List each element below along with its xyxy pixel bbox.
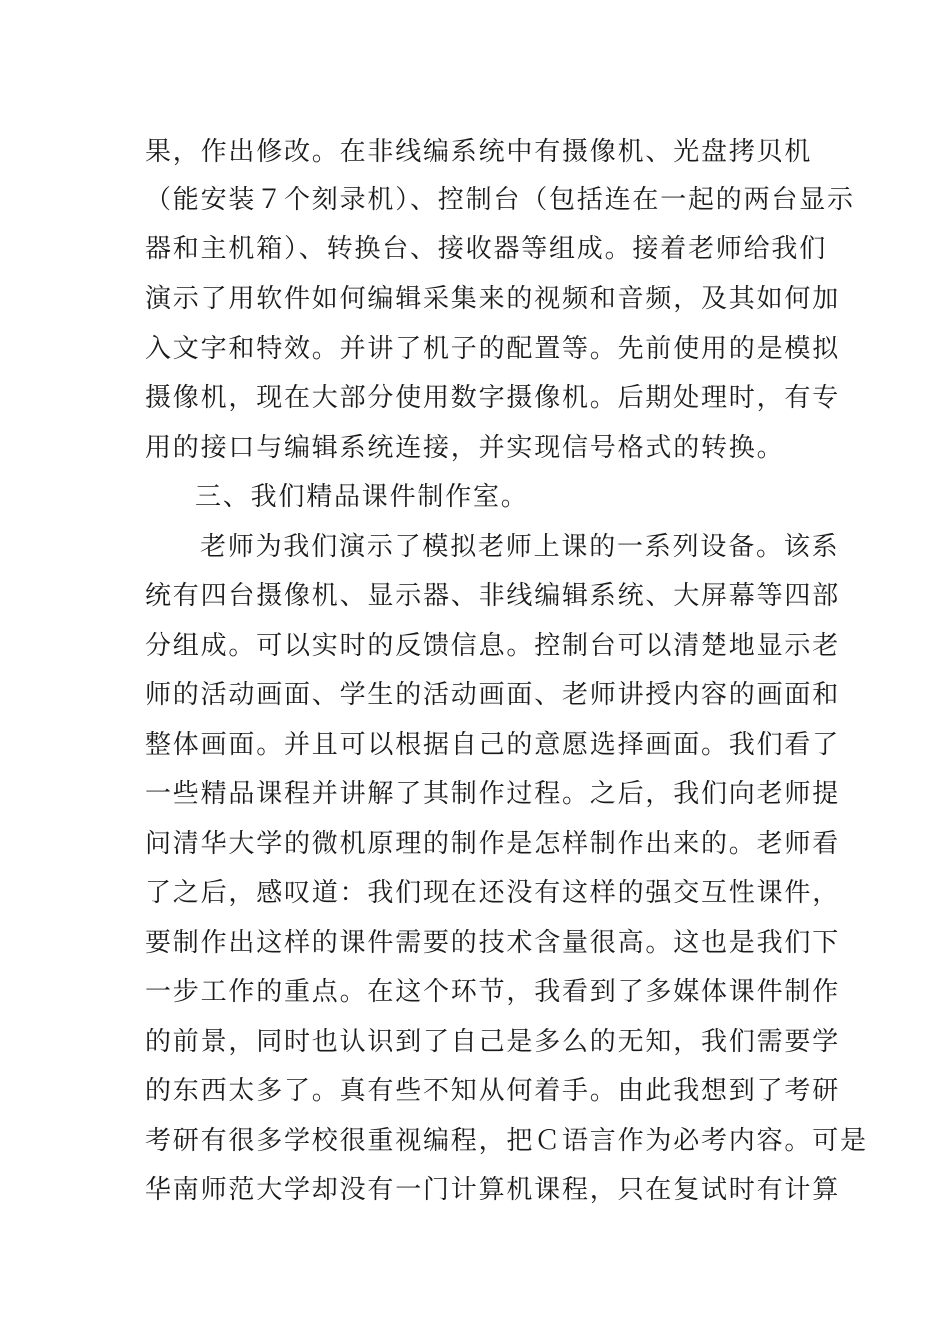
text-line: 的东西太多了。真有些不知从何着手。由此我想到了考研 — [145, 1076, 841, 1106]
section-heading: 三、我们精品课件制作室。 — [195, 482, 529, 512]
text-line: 考研有很多学校很重视编程，把Ｃ语言作为必考内容。可是 — [145, 1126, 868, 1156]
text-line: 问清华大学的微机原理的制作是怎样制作出来的。老师看 — [145, 829, 841, 859]
text-line: 分组成。可以实时的反馈信息。控制台可以清楚地显示老 — [145, 631, 841, 661]
paragraph-first-line: 老师为我们演示了模拟老师上课的一系列设备。该系 — [200, 532, 840, 562]
text-line: 用的接口与编辑系统连接，并实现信号格式的转换。 — [145, 433, 785, 463]
text-line: 一些精品课程并讲解了其制作过程。之后，我们向老师提 — [145, 779, 841, 809]
text-line: 师的活动画面、学生的活动画面、老师讲授内容的画面和 — [145, 680, 841, 710]
text-line: 果，作出修改。在非线编系统中有摄像机、光盘拷贝机 — [145, 137, 813, 167]
text-line: 整体画面。并且可以根据自己的意愿选择画面。我们看了 — [145, 730, 841, 760]
text-line: 统有四台摄像机、显示器、非线编辑系统、大屏幕等四部 — [145, 581, 841, 611]
text-line: 要制作出这样的课件需要的技术含量很高。这也是我们下 — [145, 928, 841, 958]
text-line: 的前景，同时也认识到了自己是多么的无知，我们需要学 — [145, 1027, 841, 1057]
text-line: （能安装７个刻录机）、控制台（包括连在一起的两台显示 — [145, 185, 855, 215]
text-line: 入文字和特效。并讲了机子的配置等。先前使用的是模拟 — [145, 334, 841, 364]
text-line: 摄像机，现在大部分使用数字摄像机。后期处理时，有专 — [145, 383, 841, 413]
text-line: 器和主机箱）、转换台、接收器等组成。接着老师给我们 — [145, 234, 828, 264]
text-line: 演示了用软件如何编辑采集来的视频和音频，及其如何加 — [145, 284, 841, 314]
text-line: 了之后，感叹道：我们现在还没有这样的强交互性课件， — [145, 878, 841, 908]
text-line: 华南师范大学却没有一门计算机课程，只在复试时有计算 — [145, 1175, 841, 1205]
text-line: 一步工作的重点。在这个环节，我看到了多媒体课件制作 — [145, 977, 841, 1007]
